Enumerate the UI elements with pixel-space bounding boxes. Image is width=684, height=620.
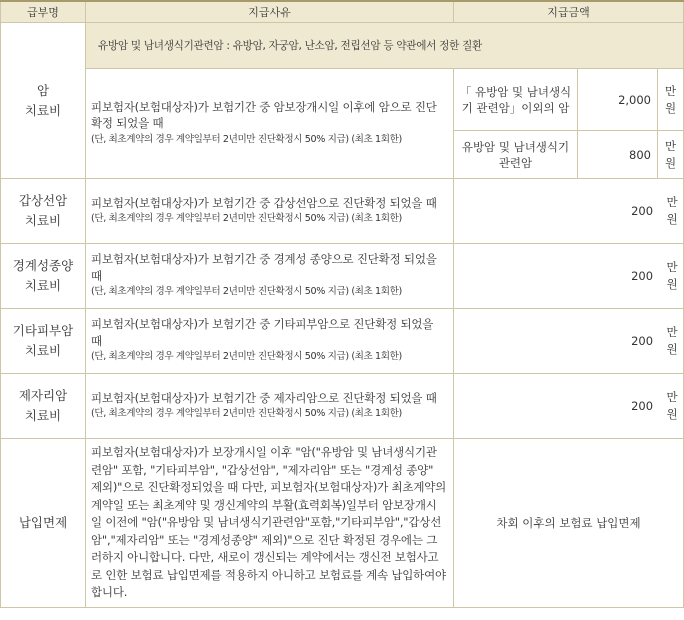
benefit-reason-sub: (단, 최초계약의 경우 계약일부터 2년미만 진단확정시 50% 지급) (최초 1회한) (91, 351, 402, 363)
benefit-name (1, 179, 86, 244)
benefit-name-line2: 치료비 (24, 278, 62, 293)
cancer-sub1-label: 「 유방암 및 남녀생식기 관련암」이외의 암 (454, 69, 578, 131)
benefit-reason (86, 374, 454, 439)
benefit-name-line2: 치료비 (24, 213, 62, 228)
cancer-sub1-value: 2,000 (578, 69, 658, 131)
benefit-reason (86, 179, 454, 244)
cancer-reason-sub: (단, 최초계약의 경우 계약일부터 2년미만 진단확정시 50% 지급) (최초 1회한) (91, 133, 402, 145)
benefit-amount (454, 374, 684, 439)
unit-top: 만 (666, 325, 678, 339)
waiver-name: 납입면제 (1, 439, 86, 608)
unit-bottom: 원 (666, 277, 678, 291)
benefit-amount (454, 179, 684, 244)
benefit-name-line2: 치료비 (24, 343, 62, 358)
benefit-amount-value: 200 (631, 399, 654, 413)
unit-bottom: 원 (666, 342, 678, 356)
benefit-reason-main: 피보험자(보험대상자)가 보험기간 중 갑상선암으로 진단확정 되었을 때 (91, 195, 437, 210)
benefit-amount-unit (661, 194, 683, 228)
cancer-note: 유방암 및 남녀생식기관련암 : 유방암, 자궁암, 난소암, 전립선암 등 약관에서 정한 질환 (86, 23, 684, 69)
benefit-amount (454, 244, 684, 309)
benefit-row (1, 244, 684, 309)
benefit-amount-value: 200 (631, 269, 654, 283)
benefit-name-line1: 제자리암 (18, 388, 68, 403)
benefit-row (1, 179, 684, 244)
unit-top: 만 (664, 138, 677, 153)
unit-top: 만 (666, 260, 678, 274)
benefit-reason-main: 피보험자(보험대상자)가 보험기간 중 제자리암으로 진단확정 되었을 때 (91, 390, 437, 405)
cancer-sub2-value: 800 (578, 131, 658, 179)
cancer-reason (86, 69, 454, 179)
cancer-reason-main: 피보험자(보험대상자)가 보험기간 중 암보장개시일 이후에 암으로 진단확정 되었을 때 (91, 99, 437, 131)
benefit-amount (454, 309, 684, 374)
benefit-reason-sub: (단, 최초계약의 경우 계약일부터 2년미만 진단확정시 50% 지급) (최초 1회한) (91, 286, 402, 298)
unit-top: 만 (666, 195, 678, 209)
benefit-amount-unit (661, 259, 683, 293)
cancer-sub1-unit (658, 69, 684, 131)
benefit-reason-main: 피보험자(보험대상자)가 보험기간 중 경계성 종양으로 진단확정 되었을 때 (91, 252, 437, 283)
benefit-reason-sub: (단, 최초계약의 경우 계약일부터 2년미만 진단확정시 50% 지급) (최초 1회한) (91, 408, 402, 419)
cancer-row-1 (1, 69, 684, 131)
header-row (1, 1, 684, 23)
cancer-note-row (1, 23, 684, 69)
benefit-reason (86, 244, 454, 309)
cancer-sub2-unit (658, 131, 684, 179)
cancer-sub2-label: 유방암 및 남녀생식기 관련암 (454, 131, 578, 179)
unit-bottom: 원 (666, 407, 678, 421)
benefit-amount-unit (661, 389, 683, 423)
header-benefit-name: 급부명 (1, 1, 86, 23)
benefit-amount-unit (661, 324, 683, 358)
benefit-name-line2: 치료비 (24, 408, 62, 423)
benefit-name (1, 374, 86, 439)
benefit-name-line1: 갑상선암 (18, 193, 68, 208)
benefit-name (1, 244, 86, 309)
unit-top: 만 (666, 390, 678, 404)
cancer-name-line2: 치료비 (24, 102, 62, 118)
benefit-reason-sub: (단, 최초계약의 경우 계약일부터 2년미만 진단확정시 50% 지급) (최초 1회한) (91, 213, 402, 224)
header-reason: 지급사유 (86, 1, 454, 23)
benefit-amount-value: 200 (631, 204, 654, 218)
benefit-row (1, 374, 684, 439)
waiver-reason: 피보험자(보험대상자)가 보장개시일 이후 "암("유방암 및 남녀생식기관련암" 포함, "기타피부암", "갑상선암", "제자리암" 또는 "경계성 종양" 제외)"으로 진단확정되었을 때 다만, 피보험자(보험대상자)가 최초계약의 계약일 또는 최초계약 및 갱신계약의 부활(효력회복)일부터 암보장개시일 이전에 "암("유방암 및 남녀생식기관련암"포함,"기타피부암","갑상선암","제자리암" 또는 "경계성종양" 제외)"으로 진단 확정된 경우에는 그러하지 아니합니다. 다만, 새로이 갱신되는 계약에서는 갱신전 보험사고로 인한 보험료 납입면제를 적용하지 아니하고 보험료를 계속 납입하여야 합니다. (86, 439, 454, 608)
cancer-name-line1: 암 (36, 82, 50, 98)
unit-top: 만 (664, 83, 677, 98)
waiver-row (1, 439, 684, 608)
benefit-row (1, 309, 684, 374)
unit-bottom: 원 (666, 212, 678, 226)
benefit-name (1, 309, 86, 374)
unit-bottom: 원 (664, 100, 677, 115)
benefit-name-line1: 경계성종양 (12, 258, 74, 273)
waiver-amount: 차회 이후의 보험료 납입면제 (454, 439, 684, 608)
benefit-amount-value: 200 (631, 334, 654, 348)
cancer-name-cell (1, 23, 86, 179)
benefit-reason (86, 309, 454, 374)
benefit-name-line1: 기타피부암 (12, 323, 74, 338)
unit-bottom: 원 (664, 155, 677, 170)
header-amount: 지급금액 (454, 1, 684, 23)
benefit-reason-main: 피보험자(보험대상자)가 보험기간 중 기타피부암으로 진단확정 되었을 때 (91, 317, 434, 348)
